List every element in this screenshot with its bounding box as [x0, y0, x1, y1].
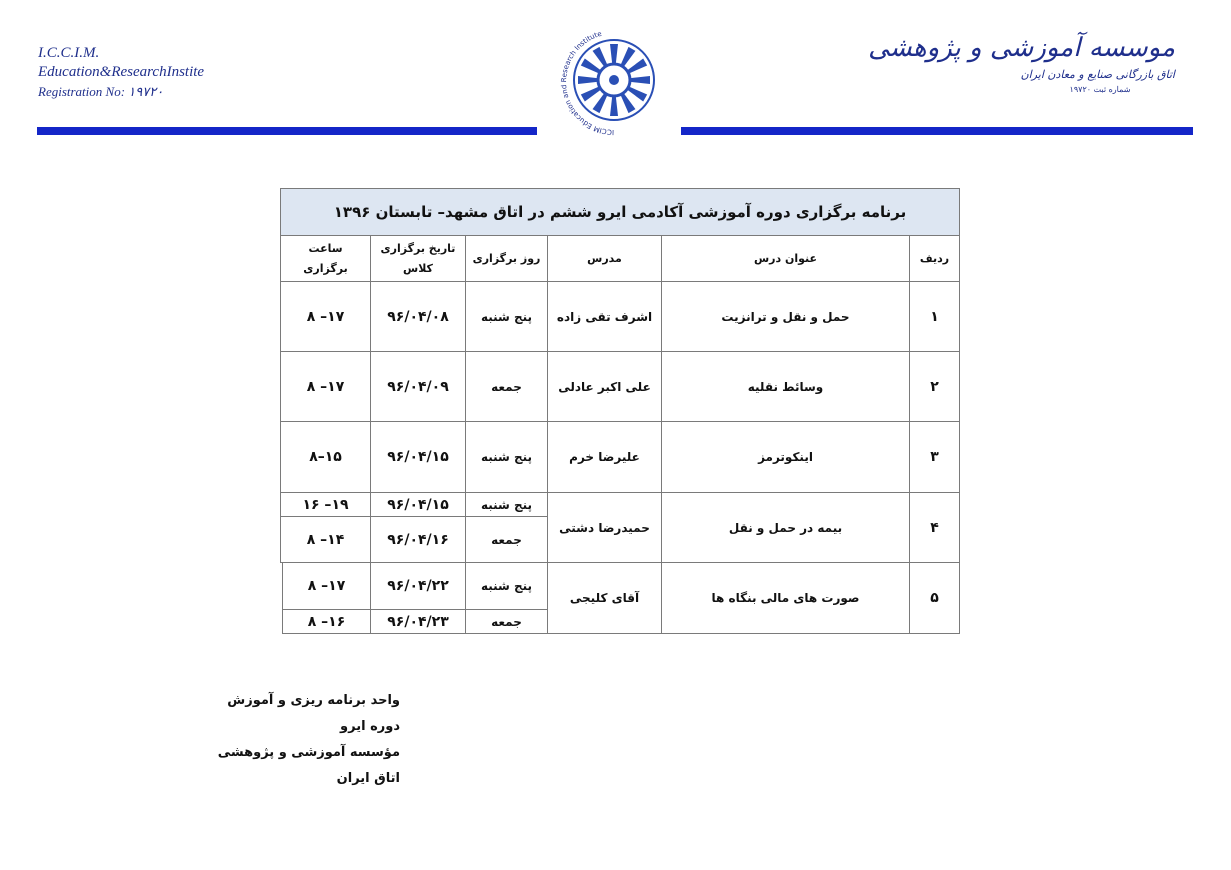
- session-date: ۹۶/۰۴/۱۵: [370, 421, 466, 493]
- logo-ring-text: ICCIM Education and Research Institute: [560, 29, 615, 137]
- session-day: پنج شنبه: [465, 281, 548, 352]
- english-institute: Education&ResearchInstite: [38, 64, 205, 80]
- session-day: جمعه: [465, 351, 548, 422]
- session-day: جمعه: [465, 516, 548, 563]
- persian-registration: شماره ثبت ۱۹۷۲۰: [1069, 85, 1131, 94]
- iccim-logo: [548, 16, 680, 144]
- teacher-name: علی اکبر عادلی: [547, 351, 662, 422]
- session-date: ۹۶/۰۴/۰۸: [370, 281, 466, 352]
- header-time: ساعت برگزاری: [280, 235, 371, 282]
- header-day: روز برگزاری: [465, 235, 548, 282]
- session-date: ۹۶/۰۴/۱۶: [370, 516, 466, 563]
- row-number: ۵: [909, 562, 960, 634]
- session-date: ۹۶/۰۴/۲۲: [370, 562, 466, 610]
- session-time: ۱۵–۸: [280, 421, 371, 493]
- table-title: برنامه برگزاری دوره آموزشی آکادمی ایرو ششم در اتاق مشهد– تابستان ۱۳۹۶: [280, 188, 960, 236]
- teacher-name: آقای کلیجی: [547, 562, 662, 634]
- footer-unit: واحد برنامه ریزی و آموزش دوره ایرو: [227, 693, 400, 734]
- course-title: صورت های مالی بنگاه ها: [661, 562, 910, 634]
- row-number: ۱: [909, 281, 960, 352]
- row-number: ۳: [909, 421, 960, 493]
- header-rule-left: [37, 127, 537, 135]
- header-course: عنوان درس: [661, 235, 910, 282]
- persian-chamber-name: اتاق بازرگانی صنایع و معادن ایران: [1020, 68, 1175, 81]
- session-time: ۱۷– ۸: [280, 281, 371, 352]
- session-day: پنج شنبه: [465, 562, 548, 610]
- teacher-name: حمیدرضا دشتی: [547, 492, 662, 563]
- footer-institute: مؤسسه آموزشی و پژوهشی اتاق ایران: [217, 745, 400, 786]
- header-date: تاریخ برگزاری کلاس: [370, 235, 466, 282]
- session-date: ۹۶/۰۴/۲۳: [370, 609, 466, 634]
- persian-institute-title: موسسه آموزشی و پژوهشی: [868, 33, 1175, 63]
- header-row-number: ردیف: [909, 235, 960, 282]
- institute-english-name: [38, 44, 204, 101]
- course-title: بیمه در حمل و نقل: [661, 492, 910, 563]
- session-day: پنج شنبه: [465, 492, 548, 517]
- english-abbrev: I.C.C.I.M.: [38, 45, 100, 61]
- session-day: جمعه: [465, 609, 548, 634]
- header-rule-right: [681, 127, 1193, 135]
- row-number: ۴: [909, 492, 960, 563]
- row-number: ۲: [909, 351, 960, 422]
- footer-signature: [200, 688, 400, 792]
- session-time: ۱۷– ۸: [282, 562, 371, 610]
- schedule-table: [280, 188, 960, 634]
- course-title: اینکوترمز: [661, 421, 910, 493]
- session-time: ۱۷– ۸: [280, 351, 371, 422]
- session-time: ۱۶– ۸: [282, 609, 371, 634]
- registration-number: Registration No: ۱۹۷۲۰: [38, 84, 164, 99]
- institute-persian-name: [868, 30, 1175, 96]
- session-day: پنج شنبه: [465, 421, 548, 493]
- session-time: ۱۹– ۱۶: [280, 492, 371, 517]
- course-title: وسائط نقلیه: [661, 351, 910, 422]
- course-title: حمل و نقل و ترانزیت: [661, 281, 910, 352]
- session-time: ۱۴– ۸: [280, 516, 371, 563]
- header-teacher: مدرس: [547, 235, 662, 282]
- teacher-name: اشرف تقی زاده: [547, 281, 662, 352]
- session-date: ۹۶/۰۴/۰۹: [370, 351, 466, 422]
- session-date: ۹۶/۰۴/۱۵: [370, 492, 466, 517]
- teacher-name: علیرضا خرم: [547, 421, 662, 493]
